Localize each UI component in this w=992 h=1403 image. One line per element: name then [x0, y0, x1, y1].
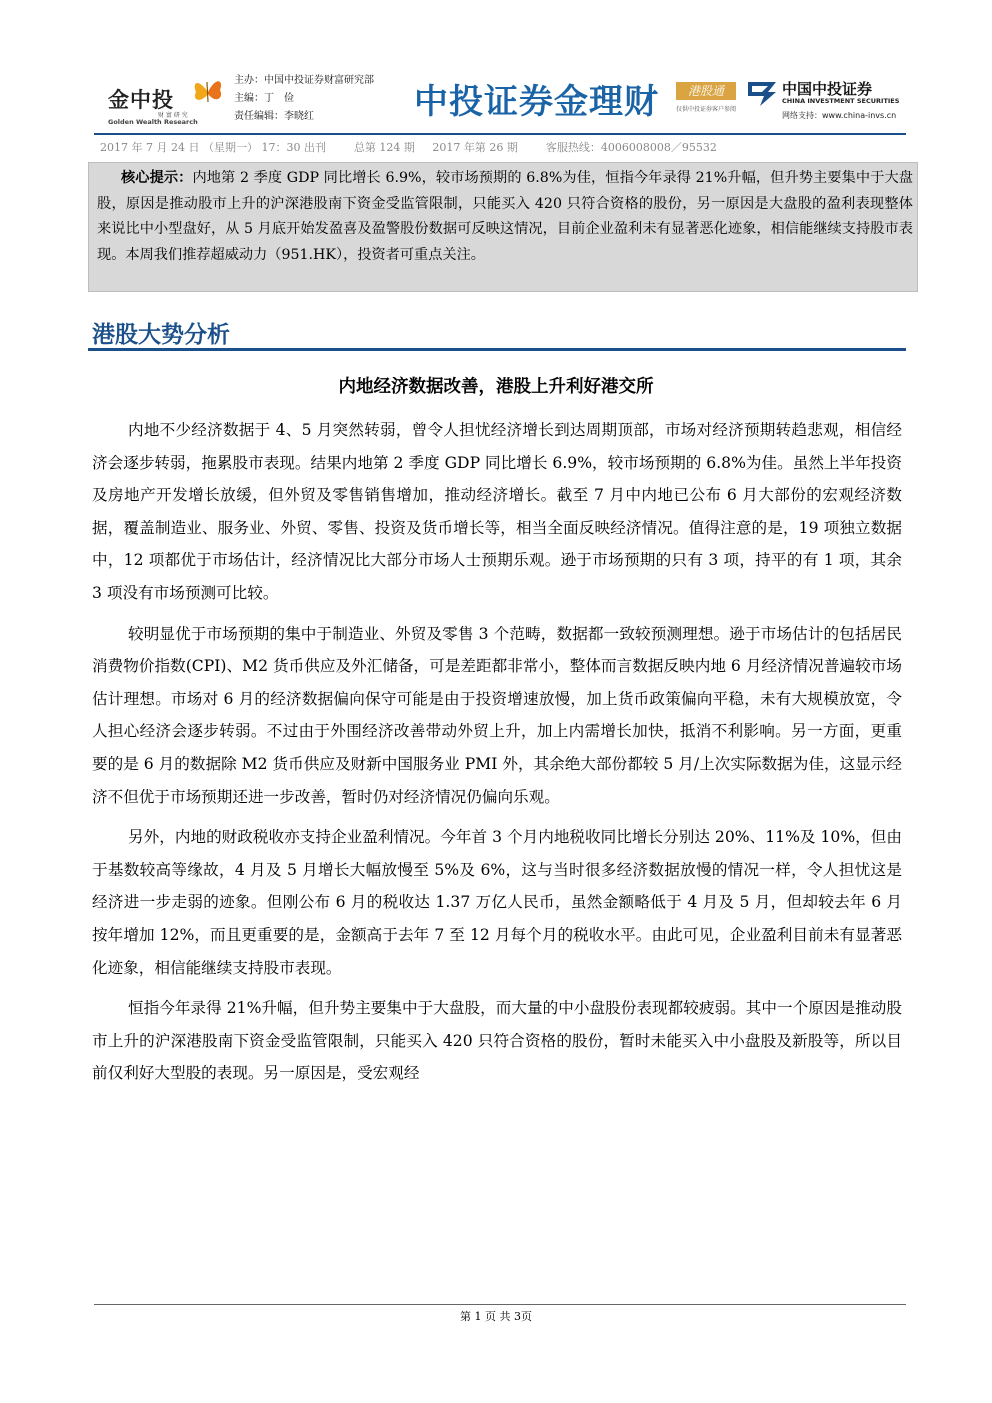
publication-title: 中投证券金理财 — [414, 82, 659, 122]
credit-editor: 主编：丁 俭 — [234, 93, 294, 104]
paragraph: 恒指今年录得 21%升幅，但升势主要集中于大盘股，而大量的中小盘股份表现都较疲弱。其中一个原因是推动股市上升的沪深港股南下资金受监管限制，只能买入 420 只符合资格的股份，暂时未能买入中小盘股及新股等，所以目前仅利好大型股的表现。另一原因是，受宏观经 — [92, 999, 902, 1083]
company-name-en: CHINA INVESTMENT SECURITIES — [782, 97, 900, 105]
hk-connect-badge: 港股通 — [676, 82, 736, 100]
section-rule — [88, 348, 906, 351]
website: 网络支持：www.china-invs.cn — [782, 111, 897, 120]
core-summary-box — [88, 162, 918, 292]
brand-block — [100, 70, 228, 128]
butterfly-logo-icon — [192, 74, 224, 114]
paragraph: 内地不少经济数据于 4、5 月突然转弱，曾令人担忧经济增长到达周期顶部，市场对经济预期转趋悲观，相信经济会逐步转弱，拖累股市表现。结果内地第 2 季度 GDP 同比增长 6.9%，较市场预期的 6.8%为佳。虽然上半年投资及房地产开发增长放缓，但外贸及零售销售增加，推动经济增长。截至 7 月中内地已公布 6 月大部份的宏观经济数据，覆盖制造业、服务业、外贸、零售、投资及货币增长等，相当全面反映经济情况。值得注意的是，19 项独立数据中，12 项都优于市场估计，经济情况比大部分市场人士预期乐观。逊于市场预期的只有 3 项，持平的有 1 项，其余 3 项没有市场预测可比较。 — [92, 421, 902, 602]
footer-rule — [94, 1304, 906, 1305]
page-number: 第 1 页 共 3页 — [460, 1310, 532, 1323]
masthead — [0, 60, 992, 130]
brand-name: 金中投 — [108, 88, 174, 112]
paragraph: 较明显优于市场预期的集中于制造业、外贸及零售 3 个范畴，数据都一致较预测理想。逊于市场估计的包括居民消费物价指数(CPI)、M2 货币供应及外汇储备，可是差距都非常小，整体而言数据反映内地 6 月经济情况普遍较市场估计理想。市场对 6 月的经济数据偏向保守可能是由于投资增速放慢，加上货币政策偏向平稳，未有大规模放宽，令人担心经济会逐步转弱。不过由于外围经济改善带动外贸上升，加上内需增长加快，抵消不利影响。另一方面，更重要的是 6 月的数据除 M2 货币供应及财新中国服务业 PMI 外，其余绝大部份都较 5 月/上次实际数据为佳，这显示经济不但优于市场预期还进一步改善，暂时仍对经济情况仍偏向乐观。 — [92, 624, 902, 806]
badge-caption: 仅供中投证券客户参阅 — [676, 106, 737, 113]
company-name: 中国中投证券 — [782, 80, 873, 98]
article-title: 内地经济数据改善，港股上升利好港交所 — [338, 377, 654, 397]
credit-host: 主办：中国中投证券财富研究部 — [234, 75, 374, 86]
brand-subtitle-en: Golden Wealth Research — [108, 118, 198, 126]
credits — [234, 72, 374, 126]
issue-info-line: 2017 年 7 月 24 日 （星期一） 17：30 出刊 总第 124 期 2017 年第 26 期 客服热线：4006008008／95532 — [100, 141, 717, 154]
brand-subtitle-cn: 财 富 研 究 — [158, 112, 188, 119]
article-body — [92, 414, 902, 1098]
summary-label: 核心提示： — [121, 170, 193, 186]
credit-responsible: 责任编辑：李晓红 — [234, 111, 314, 122]
summary-text: 内地第 2 季度 GDP 同比增长 6.9%，较市场预期的 6.8%为佳，恒指今年录得 21%升幅，但升势主要集中于大盘股，原因是推动股市上升的沪深港股南下资金受监管限制，只能买入 420 只符合资格的股份，另一原因是大盘股的盈利表现整体来说比中小型盘好，从 5 月底开始发盈喜及盈警股份数据可反映这情况，目前企业盈利未有显著恶化迹象，相信能继续支持股市表现。本周我们推荐超威动力（951.HK），投资者可重点关注。 — [97, 170, 913, 263]
header-rule — [94, 133, 906, 135]
section-title: 港股大势分析 — [92, 322, 230, 348]
paragraph: 另外，内地的财政税收亦支持企业盈利情况。今年首 3 个月内地税收同比增长分别达 20%、11%及 10%，但由于基数较高等缘故，4 月及 5 月增长大幅放慢至 5%及 6%，这与当时很多经济数据放慢的情况一样，令人担忧这是经济进一步走弱的迹象。但刚公布 6 月的税收达 1.37 万亿人民币，虽然金额略低于 4 月及 5 月，但却较去年 6 月按年增加 12%，而且更重要的是，金额高于去年 7 至 12 月每个月的税收水平。由此可见，企业盈利目前未有显著恶化迹象，相信能继续支持股市表现。 — [92, 828, 902, 977]
cis-logo-icon — [746, 78, 778, 112]
